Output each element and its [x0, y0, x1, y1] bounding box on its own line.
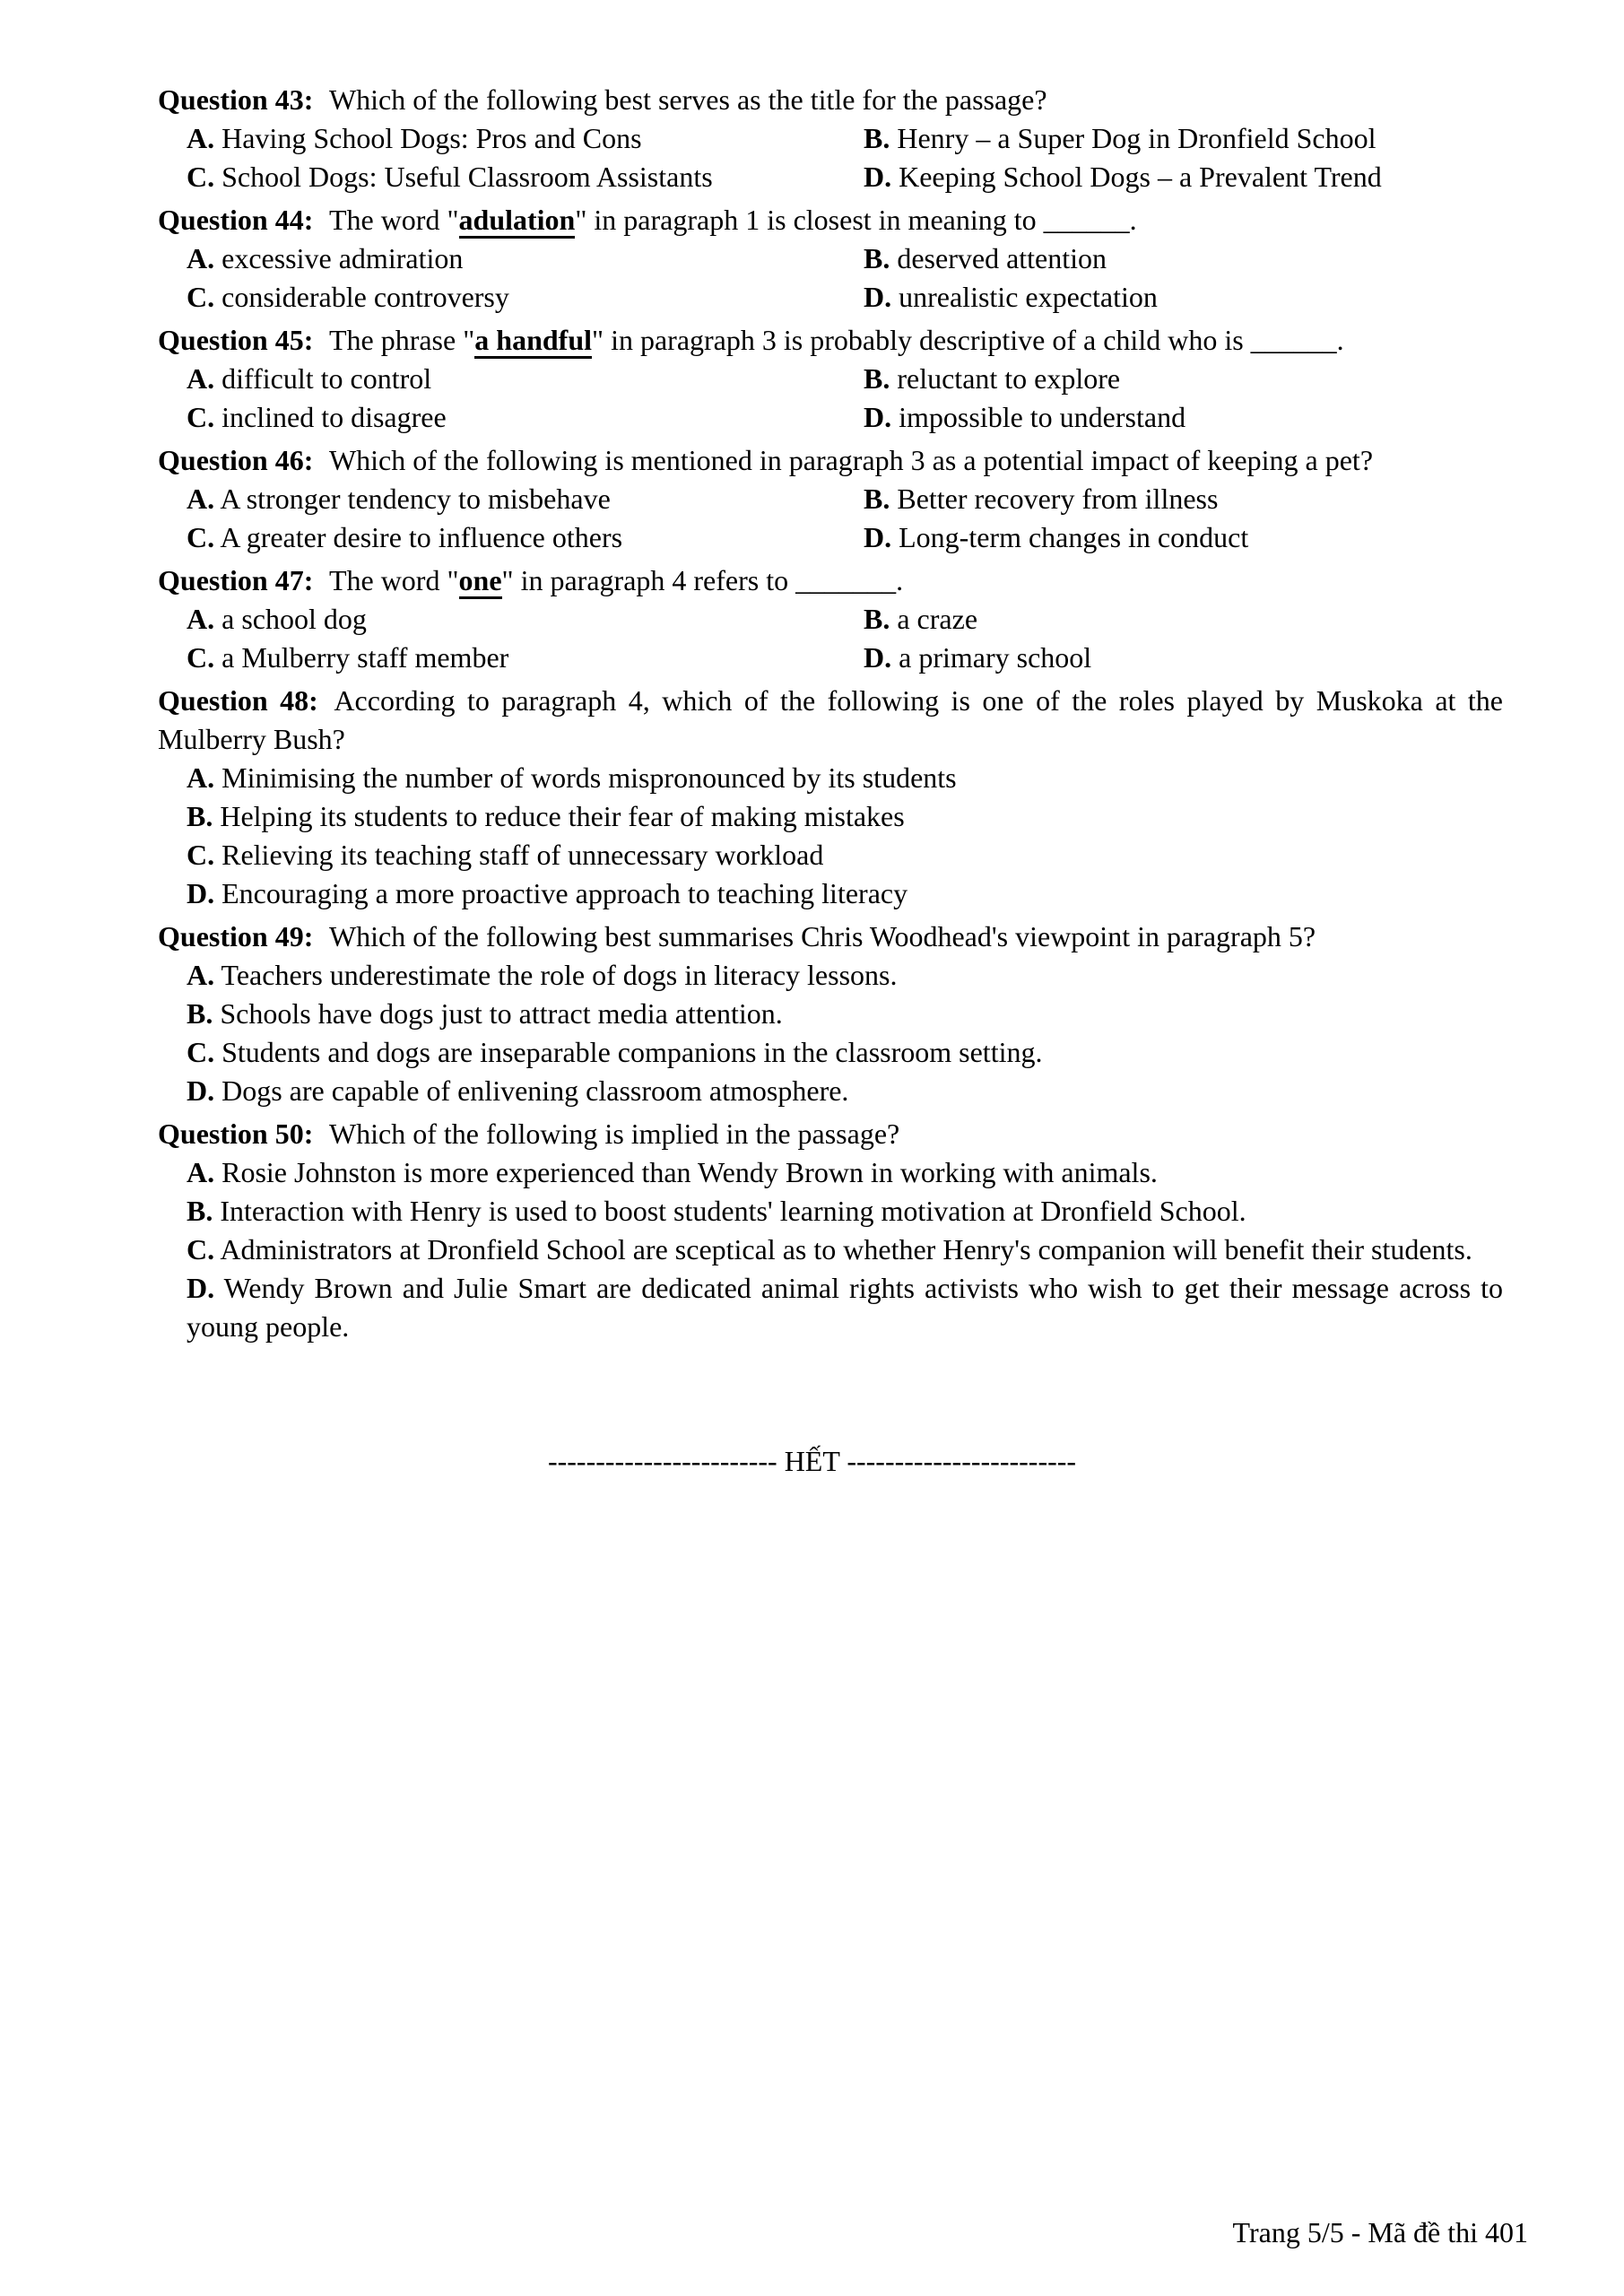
option-letter: D. [187, 1272, 215, 1304]
option-d [864, 639, 1503, 677]
option-letter: D. [864, 281, 892, 313]
stem-text: According to paragraph 4, which of the following is one of the roles played by Muskoka at the Mulberry Bush? [158, 684, 1504, 755]
stem-text: " in paragraph 3 is probably descriptive of a child who is ______. [592, 324, 1344, 356]
option-letter: C. [187, 839, 215, 871]
options-grid [158, 480, 1503, 557]
option-text: Minimising the number of words mispronounced by its students [221, 761, 957, 794]
option-d [864, 398, 1503, 437]
option-letter: D. [864, 521, 892, 553]
option-text: a Mulberry staff member [221, 641, 509, 674]
option-letter: C. [187, 521, 215, 553]
option-text: excessive admiration [221, 242, 464, 274]
question-number-label: Question 50: [158, 1118, 314, 1150]
question-number-label: Question 49: [158, 920, 314, 952]
option-letter: B. [864, 362, 890, 395]
option-a [158, 239, 864, 278]
option-a [158, 759, 1503, 797]
question-stem [158, 918, 1503, 956]
option-d [158, 1072, 1503, 1110]
option-text: reluctant to explore [897, 362, 1121, 395]
stem-text: Which of the following best summarises Chris Woodhead's viewpoint in paragraph 5? [328, 920, 1316, 952]
option-b [158, 1192, 1503, 1231]
option-text: A greater desire to influence others [220, 521, 623, 553]
option-text: A stronger tendency to misbehave [220, 483, 611, 515]
option-letter: A. [187, 603, 215, 635]
option-letter: C. [187, 641, 215, 674]
stem-text: Which of the following best serves as the title for the passage? [328, 83, 1047, 116]
option-letter: D. [187, 877, 215, 909]
question-stem [158, 201, 1503, 239]
option-c [158, 639, 864, 677]
option-text: Interaction with Henry is used to boost students' learning motivation at Dronfield School. [220, 1195, 1246, 1227]
question-44 [158, 201, 1503, 317]
option-c [158, 278, 864, 317]
option-d [864, 158, 1503, 196]
stem-text: " in paragraph 4 refers to _______. [501, 564, 904, 596]
question-stem [158, 81, 1503, 119]
option-letter: B. [864, 122, 890, 154]
option-text: Schools have dogs just to attract media attention. [220, 997, 783, 1030]
option-c [158, 518, 864, 557]
option-b [864, 480, 1503, 518]
question-stem [158, 1115, 1503, 1153]
option-letter: D. [864, 161, 892, 193]
stem-text: The phrase " [328, 324, 475, 356]
option-letter: C. [187, 281, 215, 313]
option-d [158, 1269, 1503, 1346]
option-text: Students and dogs are inseparable companions in the classroom setting. [221, 1036, 1043, 1068]
option-letter: A. [187, 122, 215, 154]
option-letter: A. [187, 362, 215, 395]
option-letter: A. [187, 761, 215, 794]
stem-text: The word " [328, 204, 459, 236]
question-number-label: Question 44: [158, 204, 314, 236]
option-c [158, 1231, 1503, 1269]
option-text: a primary school [899, 641, 1092, 674]
option-text: Henry – a Super Dog in Dronfield School [897, 122, 1376, 154]
option-text: Wendy Brown and Julie Smart are dedicated animal rights activists who wish to get their message across to young people. [187, 1272, 1504, 1343]
option-text: Having School Dogs: Pros and Cons [221, 122, 642, 154]
option-d [158, 874, 1503, 913]
option-c [158, 836, 1503, 874]
option-text: impossible to understand [899, 401, 1186, 433]
options-grid [158, 600, 1503, 677]
option-text: Better recovery from illness [897, 483, 1219, 515]
option-c [158, 398, 864, 437]
option-a [158, 480, 864, 518]
stem-keyword: adulation [459, 204, 576, 239]
option-letter: D. [864, 641, 892, 674]
end-divider-text: ------------------------ HẾT ------------------------ [547, 1445, 1077, 1477]
option-d [864, 518, 1503, 557]
question-47 [158, 561, 1503, 677]
option-text: a craze [897, 603, 978, 635]
option-text: Rosie Johnston is more experienced than Wendy Brown in working with animals. [221, 1156, 1158, 1188]
option-b [864, 600, 1503, 639]
question-stem [158, 561, 1503, 600]
option-b [864, 360, 1503, 398]
option-letter: A. [187, 959, 215, 991]
option-letter: B. [864, 242, 890, 274]
option-text: a school dog [221, 603, 367, 635]
option-text: School Dogs: Useful Classroom Assistants [221, 161, 713, 193]
option-text: Administrators at Dronfield School are sceptical as to whether Henry's companion will benefit their students. [220, 1233, 1472, 1265]
option-letter: D. [187, 1074, 215, 1107]
question-43 [158, 81, 1503, 196]
option-d [864, 278, 1503, 317]
questions-container [158, 81, 1503, 1346]
option-text: deserved attention [897, 242, 1107, 274]
option-letter: B. [187, 1195, 213, 1227]
option-b [864, 119, 1503, 158]
question-number-label: Question 43: [158, 83, 314, 116]
option-b [158, 995, 1503, 1033]
option-letter: C. [187, 401, 215, 433]
question-number-label: Question 45: [158, 324, 314, 356]
option-letter: B. [864, 483, 890, 515]
question-49 [158, 918, 1503, 1110]
option-c [158, 158, 864, 196]
stem-keyword: one [459, 564, 502, 599]
options-grid [158, 360, 1503, 437]
question-50 [158, 1115, 1503, 1346]
option-a [158, 1153, 1503, 1192]
option-text: Helping its students to reduce their fear of making mistakes [220, 800, 905, 832]
question-number-label: Question 48: [158, 684, 318, 717]
page-number-and-exam-code: Trang 5/5 - Mã đề thi 401 [1232, 2216, 1528, 2248]
option-text: Keeping School Dogs – a Prevalent Trend [899, 161, 1382, 193]
option-letter: C. [187, 1233, 215, 1265]
option-a [158, 119, 864, 158]
question-number-label: Question 46: [158, 444, 314, 476]
stem-keyword: a handful [474, 324, 592, 359]
question-stem [158, 682, 1503, 759]
option-b [158, 797, 1503, 836]
question-stem [158, 321, 1503, 360]
stem-text: Which of the following is implied in the passage? [328, 1118, 900, 1150]
option-letter: A. [187, 1156, 215, 1188]
option-text: Encouraging a more proactive approach to teaching literacy [221, 877, 908, 909]
option-letter: A. [187, 242, 215, 274]
option-c [158, 1033, 1503, 1072]
option-text: Long-term changes in conduct [899, 521, 1249, 553]
stem-text: Which of the following is mentioned in paragraph 3 as a potential impact of keeping a pet? [328, 444, 1374, 476]
option-text: Relieving its teaching staff of unnecessary workload [221, 839, 824, 871]
end-divider [0, 1442, 1624, 1481]
question-48 [158, 682, 1503, 913]
question-45 [158, 321, 1503, 437]
option-b [864, 239, 1503, 278]
option-text: difficult to control [221, 362, 432, 395]
option-letter: B. [187, 800, 213, 832]
options-grid [158, 119, 1503, 196]
option-a [158, 600, 864, 639]
stem-text: The word " [328, 564, 459, 596]
question-46 [158, 441, 1503, 557]
page-footer [1233, 2213, 1528, 2252]
option-letter: C. [187, 161, 215, 193]
option-a [158, 956, 1503, 995]
option-text: unrealistic expectation [899, 281, 1158, 313]
stem-text: " in paragraph 1 is closest in meaning to ______. [575, 204, 1137, 236]
option-text: considerable controversy [221, 281, 509, 313]
option-letter: B. [864, 603, 890, 635]
option-text: inclined to disagree [221, 401, 447, 433]
option-letter: C. [187, 1036, 215, 1068]
question-number-label: Question 47: [158, 564, 314, 596]
option-letter: A. [187, 483, 215, 515]
option-text: Dogs are capable of enlivening classroom atmosphere. [221, 1074, 849, 1107]
options-grid [158, 239, 1503, 317]
option-letter: D. [864, 401, 892, 433]
option-a [158, 360, 864, 398]
question-stem [158, 441, 1503, 480]
option-letter: B. [187, 997, 213, 1030]
option-text: Teachers underestimate the role of dogs in literacy lessons. [221, 959, 898, 991]
